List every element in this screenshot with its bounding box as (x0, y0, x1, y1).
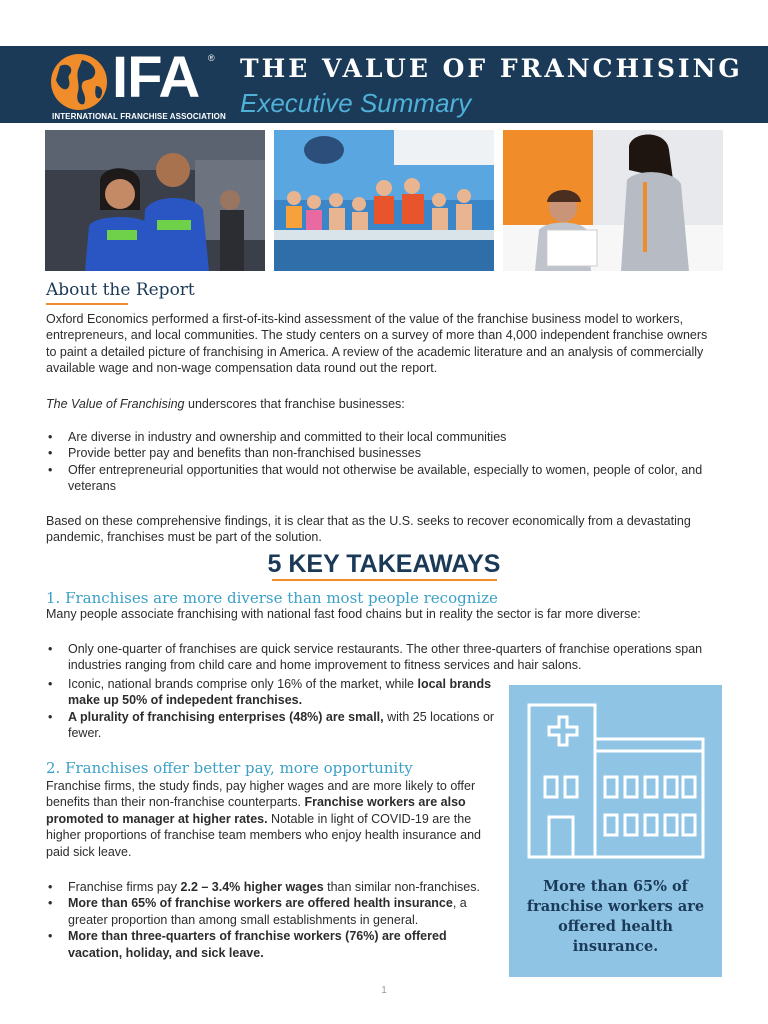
section-1-bullet-1 (46, 641, 721, 674)
tutoring-photo-icon (503, 130, 723, 271)
takeaways-underline (272, 579, 497, 581)
list-item-text: , a greater proportion than among small establishments in general. (68, 896, 467, 927)
health-insurance-callout (509, 685, 722, 977)
header-banner (0, 46, 768, 123)
report-title-italic: The Value of Franchising (46, 397, 185, 411)
list-item-text: with 25 locations or fewer. (68, 709, 495, 741)
logo-wordmark: IFA (112, 45, 200, 110)
registered-mark: ® (208, 53, 215, 63)
ifa-logo (48, 45, 226, 121)
heading-underline (46, 303, 128, 305)
list-item-text: Iconic, national brands comprise only 16% of the market, while (68, 677, 418, 691)
photo-franchise-owners (45, 130, 265, 271)
paragraph-text: Franchise firms, the study finds, pay higher wages and are more likely to offer benefits than their non-franchise counterparts. (46, 779, 476, 810)
list-item-bold: A plurality of franchising enterprises (48%) are small, (68, 709, 384, 724)
list-item: • Only one-quarter of franchises are quick service restaurants. The other three-quarters of franchise operations span industries ranging from child care and home improvement to fitness services and hair salons. (46, 641, 721, 674)
list-item-bold: More than 65% of franchise workers are offered health insurance (68, 896, 453, 911)
callout-text: More than 65% of franchise workers are offered health insurance. (526, 878, 705, 955)
about-paragraph: Oxford Economics performed a first-of-its-kind assessment of the value of the franchise business model to workers, entrepreneurs, and local communities. The study centers on a survey of more than 4,000 independent franchise owners to paint a detailed picture of franchising in America. A review of the academic literature and an analysis of commercially available wage and non-wage compensation data round out the report. (46, 312, 708, 376)
list-item (46, 676, 496, 709)
globe-icon (48, 52, 110, 112)
section-2-bullets (46, 879, 486, 961)
list-item: • Offer entrepreneurial opportunities that would not otherwise be available, especially to women, people of color, and veterans (46, 462, 716, 495)
list-item: • Are diverse in industry and ownership and committed to their local communities (46, 429, 716, 445)
swim-class-photo-icon (274, 130, 494, 271)
list-item (46, 879, 486, 895)
list-item-text: than similar non-franchises. (323, 880, 480, 894)
people-photo-icon (45, 130, 265, 271)
document-title: THE VALUE OF FRANCHISING (240, 54, 743, 83)
section-1-intro: Many people associate franchising with national fast food chains but in reality the sector is far more diverse: (46, 607, 641, 621)
list-item (46, 709, 496, 742)
photo-tutoring (503, 130, 723, 271)
about-bullet-list (46, 429, 716, 495)
document-subtitle: Executive Summary (240, 88, 472, 118)
paragraph-text: Notable in light of COVID-19 are the higher proportions of franchise team members who enjoy health insurance and paid sick leave. (46, 811, 481, 859)
page-number: 1 (381, 985, 387, 996)
section-1-bullets (46, 676, 496, 742)
list-item (46, 895, 486, 928)
paragraph-bold: Franchise workers are also promoted to manager at higher rates. (46, 795, 466, 826)
about-heading: About the Report (46, 280, 195, 300)
list-item (46, 928, 486, 961)
section-2-paragraph (46, 778, 494, 860)
logo-caption: INTERNATIONAL FRANCHISE ASSOCIATION (52, 112, 226, 121)
list-item-text: Franchise firms pay (68, 880, 181, 894)
photo-swim-school (274, 130, 494, 271)
list-item-bold: 2.2 – 3.4% higher wages (180, 880, 324, 894)
about-intro-line (46, 396, 716, 412)
hospital-icon (523, 699, 709, 859)
list-item: • Provide better pay and benefits than non-franchised businesses (46, 445, 716, 461)
section-1-heading: 1. Franchises are more diverse than most people recognize (46, 589, 498, 607)
conclusion-paragraph: Based on these comprehensive findings, it is clear that as the U.S. seeks to recover economically from a devastating pandemic, franchises must be part of the solution. (46, 514, 691, 545)
list-item-bold: More than three-quarters of franchise workers (76%) are offered vacation, holiday, and sick leave. (68, 929, 447, 960)
list-item-bold: local brands make up 50% of indepedent franchises. (68, 677, 492, 708)
takeaways-heading: 5 KEY TAKEAWAYS (267, 550, 501, 578)
about-intro-rest: underscores that franchise businesses: (184, 397, 405, 411)
section-2-heading: 2. Franchises offer better pay, more opportunity (46, 759, 413, 777)
